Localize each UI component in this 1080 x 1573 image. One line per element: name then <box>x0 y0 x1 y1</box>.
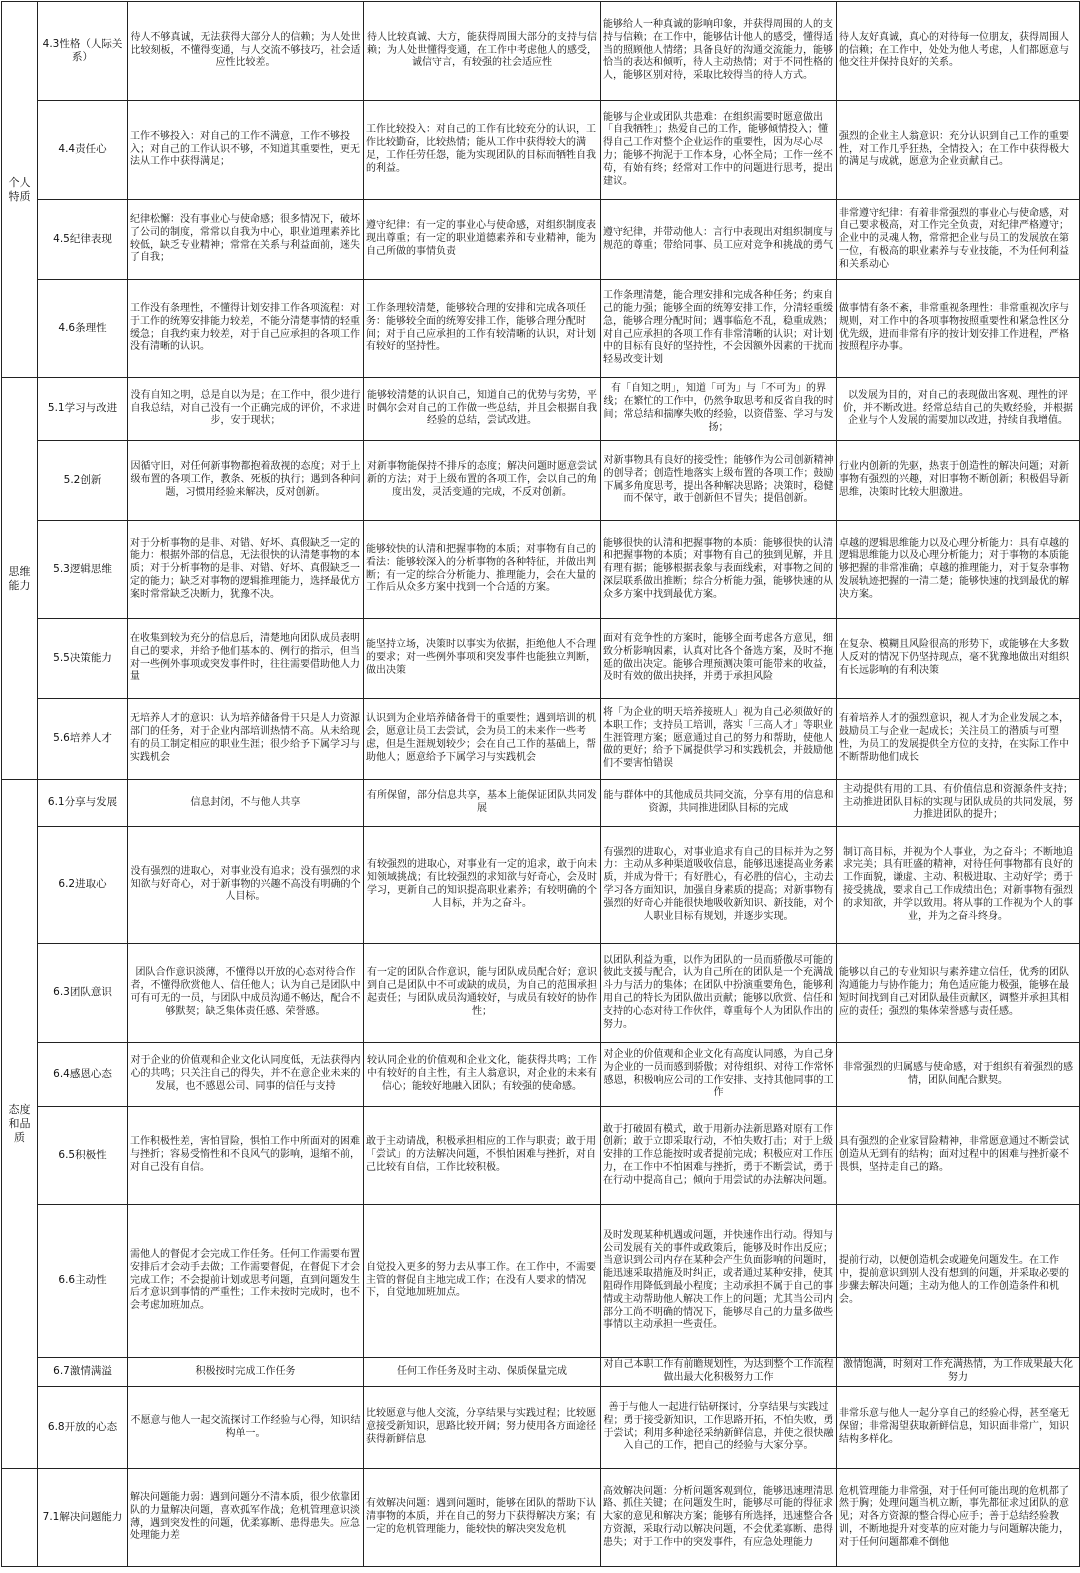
level-2-cell: 待人比较真诚、大方，能获得周围大部分的支持与信赖；为人处世懂得变通，在工作中考虑他人的感受，诚信守言，有较强的社会适应性 <box>364 2 601 101</box>
level-1-cell: 对于分析事物的是非、对错、好坏、真假缺乏一定的能力：根据外部的信息，无法很快的认清楚事物的本质；对于分析事物的是非、对错、好坏、真假缺乏一定的能力；缺乏对事物的逻辑推理能力，选择最优方案时常常缺乏决断力，犹豫不决。 <box>128 521 364 619</box>
level-3-cell: 及时发现某种机遇或问题，并快速作出行动。得知与公司发展有关的事件或政策后，能够及时作出反应；当意识到公司内存在某种会产生负面影响的问题时，能迅速采取措施及时纠正，或者通过某种安排，使其阻碍作用降低到最小程度；主动承担不属于自己的事情或主动帮助他人解决工作上的问题；尤其当公司内部分工尚不明确的情况下，能够尽自己的力量多做些事情以主动承担一些责任。 <box>601 1205 837 1358</box>
level-1-cell: 无培养人才的意识：认为培养储备骨干只是人力资源部门的任务，对于企业内部培训热情不高。从未给现有的员工制定相应的职业生涯；很少给予下属学习与实践机会 <box>128 699 364 780</box>
level-1-cell: 积极按时完成工作任务 <box>128 1358 364 1387</box>
level-2-cell: 较认同企业的价值观和企业文化，能获得共鸣；工作中有较好的自主性，有主人翁意识，对企业的未来有信心；能较好地融入团队；有较强的使命感。 <box>364 1043 601 1107</box>
level-3-cell: 对企业的价值观和企业文化有高度认同感，为自己身为企业的一员而感到骄傲；对待组织、对待工作常怀感恩，积极响应公司的工作安排、支持其他同事的工作 <box>601 1043 837 1107</box>
item-name: 5.5决策能力 <box>38 619 128 699</box>
table-row <box>2 1469 1080 1567</box>
level-2-cell: 有一定的团队合作意识，能与团队成员配合好；意识到自己是团队中不可或缺的成员，为自己的范围承担起责任；与团队成员沟通较好，与成员有较好的协作性； <box>364 944 601 1043</box>
table-row <box>2 1387 1080 1469</box>
level-1-cell: 因循守旧，对任何新事物都抱着敌视的态度；对于上级布置的各项工作，教条、死板的执行；遇到各种问题，习惯用经验来解决，反对创新。 <box>128 441 364 521</box>
level-2-cell: 工作比较投入：对自己的工作有比较充分的认识，工作比较勤奋，比较热情；能从工作中获得较大的满足，工作任劳任怨，能为实现团队的目标而牺牲自我的利益。 <box>364 101 601 200</box>
level-2-cell: 能够较快的认清和把握事物的本质；对事物有自己的看法：能够较深入的分析事物的各种特征，并做出判断；有一定的综合分析能力、推理能力，会在大量的工作后从众多方案中找到一个合适的方案。 <box>364 521 601 619</box>
level-4-cell: 激情饱满，时刻对工作充满热情，为工作成果最大化努力 <box>837 1358 1080 1387</box>
table-row <box>2 1043 1080 1107</box>
level-4-cell: 危机管理能力非常强，对于任何可能出现的危机都了然于胸；处理问题当机立断，事先都征求过团队的意见；对各方资源的整合得心应手；善于总结经验教训，不断地提升对变革的应对能力与问题解决能力，对于任何问题都难不倒他 <box>837 1469 1080 1567</box>
level-3-cell: 善于与他人一起进行钻研探讨，分享结果与实践过程；勇于接受新知识，工作思路开拓，不怕失败，勇于尝试；利用多种途径采纳新鲜信息，并使之很快融入自己的工作，把自己的经验与大家分享。 <box>601 1387 837 1469</box>
category-thinking: 思维能力 <box>2 378 38 780</box>
level-1-cell: 需他人的督促才会完成工作任务。任何工作需要布置安排后才会动手去做；工作需要督促，在督促下才会完成工作；不会提前计划或思考问题，直到问题发生后才意识到事情的严重性；工作未按时完成时，也不会考虑加班加点。 <box>128 1205 364 1358</box>
level-4-cell: 能够以自己的专业知识与素养建立信任，优秀的团队沟通能力与协作能力；角色适应能力极强，能够在最短时间找到自己对团队最佳贡献区，调整并承担其相应的责任；强烈的集体荣誉感与责任感。 <box>837 944 1080 1043</box>
level-2-cell: 遵守纪律：有一定的事业心与使命感，对组织制度表现出尊重；有一定的职业道德素养和专业精神，能为自己所做的事情负责 <box>364 200 601 280</box>
level-3-cell: 能够与企业或团队共患难：在组织需要时愿意做出「自我牺牲」；热爱自己的工作，能够倾情投入；懂得自己工作对整个企业运作的重要性，因为尽心尽力；能够不拘泥于工作本身，心怀全局；工作一丝不苟，有始有终；经常对工作中的问题进行思考，提出建议。 <box>601 101 837 200</box>
level-1-cell: 工作积极性差，害怕冒险，惧怕工作中所面对的困难与挫折；容易受惰性和不良风气的影响，退缩不前，对自己没有自信。 <box>128 1107 364 1205</box>
category-blank <box>2 1469 38 1567</box>
level-2-cell: 能够较清楚的认识自己，知道自己的优势与劣势，平时偶尔会对自己的工作做一些总结，并且会根据自我经验的总结，尝试改进。 <box>364 378 601 441</box>
item-name: 6.2进取心 <box>38 827 128 944</box>
level-4-cell: 在复杂、模糊且风险很高的形势下，或能够在大多数人反对的情况下仍坚持现点，毫不犹豫地做出对组织有长远影响的有利决策 <box>837 619 1080 699</box>
level-1-cell: 对于企业的价值观和企业文化认同度低，无法获得内心的共鸣；只关注自己的得失，并不在意企业未来的发展，也不感恩公司、同事的信任与支持 <box>128 1043 364 1107</box>
table-row <box>2 780 1080 827</box>
level-3-cell: 能与群体中的其他成员共同交流，分享有用的信息和资源，共同推进团队目标的完成 <box>601 780 837 827</box>
table-row <box>2 1358 1080 1387</box>
level-1-cell: 工作不够投入：对自己的工作不满意，工作不够投入；对自己的工作认识不够，不知道其重要性，更无法从工作中获得满足； <box>128 101 364 200</box>
level-2-cell: 有较强烈的进取心，对事业有一定的追求，敢于向未知领域挑战；有比较强烈的求知欲与好奇心，会及时学习，更新自己的知识提高职业素养；有较明确的个人目标，并为之奋斗。 <box>364 827 601 944</box>
level-3-cell: 对新事物具有良好的接受性；能够作为公司创新精神的创导者；创造性地落实上级布置的各项工作；鼓励下属多角度思考，提出各种解决思路；决策时，稳健而不保守，敢于创新但不冒失；提倡创新。 <box>601 441 837 521</box>
level-4-cell: 提前行动，以便创造机会或避免问题发生。在工作中，提前意识到别人没有想到的问题，并采取必要的步骤去解决问题；主动为他人的工作创造条件和机会。 <box>837 1205 1080 1358</box>
level-3-cell: 将「为企业的明天培养接班人」视为自己必须做好的本职工作；支持员工培训，落实「三高人才」等职业生涯管理方案；愿意通过自己的努力和帮助，使他人做的更好；给予下属提供学习和实践机会，并鼓励他们不要害怕错误 <box>601 699 837 780</box>
table-row <box>2 1205 1080 1358</box>
level-1-cell: 解决问题能力弱：遇到问题分不清本质，很少依靠团队的力量解决问题，喜欢孤军作战；危机管理意识淡薄，遇到突发性的问题，优柔寡断、患得患失。应急处理能力差 <box>128 1469 364 1567</box>
level-3-cell: 敢于打破固有模式，敢于用新办法新思路对原有工作创新；敢于立即采取行动，不怕失败打击；对于上级安排的工作总能按时或者提前完成；积极应对工作压力，在工作中不怕困难与挫折，勇于不断尝试，勇于在行动中提高自己；倾向于用尝试的办法解决问题。 <box>601 1107 837 1205</box>
level-4-cell: 非常强烈的归属感与使命感，对于组织有着强烈的感情，团队间配合默契。 <box>837 1043 1080 1107</box>
table-row <box>2 1107 1080 1205</box>
level-4-cell: 行业内创新的先驱，热衷于创造性的解决问题；对新事物有强烈的兴趣，对旧事物不断创新；积极倡导新思维，决策时比较大胆激进。 <box>837 441 1080 521</box>
item-name: 4.4责任心 <box>38 101 128 200</box>
level-3-cell: 能够给人一种真诚的影响印象，并获得周围的人的支持与信赖；在工作中，能够估计他人的感受，懂得适当的照顾他人情绪；具备良好的沟通交流能力，能够恰当的表达和倾听，待人主动热情；对于不同性格的人，能够区别对待，采取比较得当的待人方式。 <box>601 2 837 101</box>
item-name: 6.6主动性 <box>38 1205 128 1358</box>
level-4-cell: 有着培养人才的强烈意识，视人才为企业发展之本，鼓励员工与企业一起成长；关注员工的潜质与可塑性，为员工的发展提供全方位的支持，在实际工作中不断帮助他们成长 <box>837 699 1080 780</box>
item-name: 5.3逻辑思维 <box>38 521 128 619</box>
level-3-cell: 以团队利益为重，以作为团队的一员而骄傲尽可能的彼此支援与配合，认为自己所在的团队是一个充满战斗力与活力的集体；在团队中扮演重要角色，能够利用自己的特长为团队做出贡献；能够以欣赏、信任和支持的心态对待工作伙伴，尊重每个人为团队作出的努力。 <box>601 944 837 1043</box>
level-1-cell: 纪律松懈：没有事业心与使命感；很多情况下，破坏了公司的制度，常常以自我为中心，职业道理素养比较低，缺乏专业精神；常常在关系与利益面前，迷失了自我； <box>128 200 364 280</box>
item-name: 4.6条理性 <box>38 280 128 378</box>
level-3-cell: 能够很快的认清和把握事物的本质：能够很快的认清和把握事物的本质；对事物有自己的独到见解，并且有理有据；能够根据表象与表面线索，对事物之间的深层联系做出推断；综合分析能力强，能够快速的从众多方案中找到最优方案。 <box>601 521 837 619</box>
table-row <box>2 280 1080 378</box>
item-name: 5.1学习与改进 <box>38 378 128 441</box>
item-name: 4.3性格（人际关系） <box>38 2 128 101</box>
level-3-cell: 对自己本职工作有前瞻规划性，为达到整个工作流程做出最大化积极努力工作 <box>601 1358 837 1387</box>
level-3-cell: 工作条理清楚，能合理安排和完成各种任务；约束自己的能力强；能够全面的统筹安排工作，分清轻重缓急，能够合理分配时间；遇事临危不乱，稳重成熟；对自己应承担的各项工作有非常清晰的认识；对计划中的目标有良好的坚持性，不会因额外因素的干扰而轻易改变计划 <box>601 280 837 378</box>
level-2-cell: 比较愿意与他人交流，分享结果与实践过程；比较愿意接受新知识，思路比较开阔；努力使用各方面途径获得新鲜信息 <box>364 1387 601 1469</box>
level-4-cell: 以发展为目的，对自己的表现做出客观、理性的评价，并不断改进。经常总结自己的失败经验，并根据企业与个人发展的需要加以改进，持续自我增值。 <box>837 378 1080 441</box>
item-name: 6.4感恩心态 <box>38 1043 128 1107</box>
table-row <box>2 200 1080 280</box>
level-4-cell: 待人友好真诚，真心的对待每一位朋友，获得周围人的信赖；在工作中，处处为他人考虑，人们都愿意与他交往并保持良好的关系。 <box>837 2 1080 101</box>
level-2-cell: 敢于主动请战，积极承担相应的工作与职责；敢于用「尝试」的方法解决问题，不惧怕困难与挫折，对自己比较有自信，工作比较积极。 <box>364 1107 601 1205</box>
table-row <box>2 521 1080 619</box>
level-4-cell: 做事情有条不紊，非常重视条理性：非常重视次序与规则，对工作中的各项事物按照重要性和紧急性区分优先级，进而非常有序的按计划安排工作进程，严格按照程序办事。 <box>837 280 1080 378</box>
table-row <box>2 699 1080 780</box>
level-2-cell: 任何工作任务及时主动、保质保量完成 <box>364 1358 601 1387</box>
category-attitude: 态度和品质 <box>2 780 38 1469</box>
table-row <box>2 378 1080 441</box>
item-name: 6.3团队意识 <box>38 944 128 1043</box>
level-3-cell: 遵守纪律，并带动他人：言行中表现出对组织制度与规范的尊重；带给同事、员工应对竞争和挑战的勇气 <box>601 200 837 280</box>
item-name: 6.7激情满溢 <box>38 1358 128 1387</box>
level-4-cell: 非常乐意与他人一起分享自己的经验心得，甚至毫无保留；非常渴望获取新鲜信息，知识面非常广，知识结构多样化。 <box>837 1387 1080 1469</box>
competency-table <box>1 1 1080 1567</box>
level-1-cell: 不愿意与他人一起交流探讨工作经验与心得，知识结构单一。 <box>128 1387 364 1469</box>
item-name: 4.5纪律表现 <box>38 200 128 280</box>
level-2-cell: 自觉投入更多的努力去从事工作。在工作中，不需要主管的督促自主地完成工作；在没有人要求的情况下，自觉地加班加点。 <box>364 1205 601 1358</box>
level-1-cell: 工作没有条理性，不懂得计划安排工作各项流程：对于工作的统筹安排能力较差，不能分清楚事情的轻重缓急；自我约束力较差，对于自己应承担的各项工作没有清晰的认识。 <box>128 280 364 378</box>
level-1-cell: 信息封闭，不与他人共享 <box>128 780 364 827</box>
level-4-cell: 主动提供有用的工具、有价值信息和资源条件支持；主动推进团队目标的实现与团队成员的共同发展，努力推进团队的提升； <box>837 780 1080 827</box>
level-4-cell: 强烈的企业主人翁意识：充分认识到自己工作的重要性，对工作几乎狂热，全情投入；在工作中获得极大的满足与成就，愿意为企业贡献自己。 <box>837 101 1080 200</box>
level-1-cell: 待人不够真诚，无法获得大部分人的信赖；为人处世比较刻板，不懂得变通，与人交流不够技巧，社会适应性比较差。 <box>128 2 364 101</box>
level-2-cell: 有所保留，部分信息共享，基本上能保证团队共同发展 <box>364 780 601 827</box>
level-1-cell: 没有强烈的进取心，对事业没有追求；没有强烈的求知欲与好奇心，对于新事物的兴趣不高没有明确的个人目标。 <box>128 827 364 944</box>
level-1-cell: 在收集到较为充分的信息后，清楚地向团队成员表明自己的要求，并给予他们基本的、例行的指示，但当对一些例外事项或突发事件时，往往需要借助他人力量 <box>128 619 364 699</box>
level-3-cell: 有强烈的进取心，对事业追求有自己的目标并为之努力：主动从多种渠道吸收信息，能够迅速提高业务素质，并成为骨干；有好胜心，有必胜的信心，主动去学习各方面知识，加强自身素质的提高；对新事物有强烈的好奇心并能很快地吸收新知识、新技能，对个人职业目标有规划，并逐步实现。 <box>601 827 837 944</box>
level-4-cell: 卓越的逻辑思维能力以及心理分析能力：具有卓越的逻辑思维能力以及心理分析能力；对于事物的本质能够把握的非常准确；卓越的推理能力，对于复杂事物发展轨迹把握的一清二楚；能够快速的找到最优的解决方案。 <box>837 521 1080 619</box>
table-row <box>2 619 1080 699</box>
level-2-cell: 有效解决问题：遇到问题时，能够在团队的帮助下认清事物的本质，并在自己的努力下获得解决方案；有一定的危机管理能力，能较快的解决突发危机 <box>364 1469 601 1567</box>
level-2-cell: 工作条理较清楚，能够较合理的安排和完成各项任务：能够较全面的统筹安排工作，能够合理分配时间；对于自己应承担的工作有较清晰的认识，对计划有较好的坚持性。 <box>364 280 601 378</box>
table-row <box>2 101 1080 200</box>
level-3-cell: 有「自知之明」，知道「可为」与「不可为」的界线；在繁忙的工作中，仍然争取思考和反省自我的时间；常总结和揣摩失败的经验，以资借鉴、学习与发扬； <box>601 378 837 441</box>
item-name: 7.1解决问题能力 <box>38 1469 128 1567</box>
item-name: 6.1分享与发展 <box>38 780 128 827</box>
level-4-cell: 具有强烈的企业家冒险精神，非常愿意通过不断尝试创造从无到有的结构；面对过程中的困难与挫折豪不畏惧，坚持走自己的路。 <box>837 1107 1080 1205</box>
level-4-cell: 非常遵守纪律：有着非常强烈的事业心与使命感，对自己要求极高，对工作完全负责，对纪律严格遵守；企业中的灵魂人物，常常把企业与员工的发展放在第一位，有极高的职业素养与专业技能，不为任何利益和关系动心 <box>837 200 1080 280</box>
level-3-cell: 面对有竞争性的方案时，能够全面考虑各方意见，细致分析影响因素，认真对比各个备选方案，及时不拖延的做出决定。能够合理预测决策可能带来的收益，及时有效的做出抉择，并勇于承担风险 <box>601 619 837 699</box>
item-name: 6.5积极性 <box>38 1107 128 1205</box>
level-2-cell: 能坚持立场，决策时以事实为依据，拒绝他人不合理的要求；对一些例外事项和突发事件也能独立判断，做出决策 <box>364 619 601 699</box>
level-1-cell: 团队合作意识淡薄，不懂得以开放的心态对待合作者，不懂得欣赏他人、信任他人；认为自己是团队中可有可无的一员，与团队中成员沟通不畅达，配合不够默契；缺乏集体责任感、荣誉感。 <box>128 944 364 1043</box>
item-name: 5.2创新 <box>38 441 128 521</box>
table-row <box>2 441 1080 521</box>
item-name: 6.8开放的心态 <box>38 1387 128 1469</box>
level-2-cell: 认识到为企业培养储备骨干的重要性；遇到培训的机会，愿意让员工去尝试，会为员工的未来作一些考虑，但是生涯规划较少；会在自己工作的基础上，帮助他人；愿意给予下属学习与实践机会 <box>364 699 601 780</box>
table-row <box>2 2 1080 101</box>
table-row <box>2 827 1080 944</box>
category-personal: 个人特质 <box>2 2 38 378</box>
table-row <box>2 944 1080 1043</box>
level-1-cell: 没有自知之明，总是自以为是；在工作中，很少进行自我总结，对自己没有一个正确完成的评价，不求进步，安于现状； <box>128 378 364 441</box>
item-name: 5.6培养人才 <box>38 699 128 780</box>
level-4-cell: 制订高目标，并视为个人事业，为之奋斗；不断地追求完美；具有旺盛的精神，对待任何事物都有良好的工作面貌，谦虚、主动、积极进取、主动好学；勇于接受挑战，要求自己工作成绩出色；对新事物有强烈的求知欲，并学以致用。将从事的工作视为个人的事业，并为之奋斗终身。 <box>837 827 1080 944</box>
level-3-cell: 高效解决问题：分析问题客观到位，能够迅速理清思路、抓住关键；在问题发生时，能够尽可能的得征求大家的意见和解决方案；能够有所选择，迅速整合各方资源，采取行动以解决问题，不会优柔寡断、患得患失；对于工作中的突发事件，有应急处理能力 <box>601 1469 837 1567</box>
level-2-cell: 对新事物能保持不排斥的态度；解决问题时愿意尝试新的方法；对于上级布置的各项工作，会以自己的角度出发，灵活变通的完成，不反对创新。 <box>364 441 601 521</box>
